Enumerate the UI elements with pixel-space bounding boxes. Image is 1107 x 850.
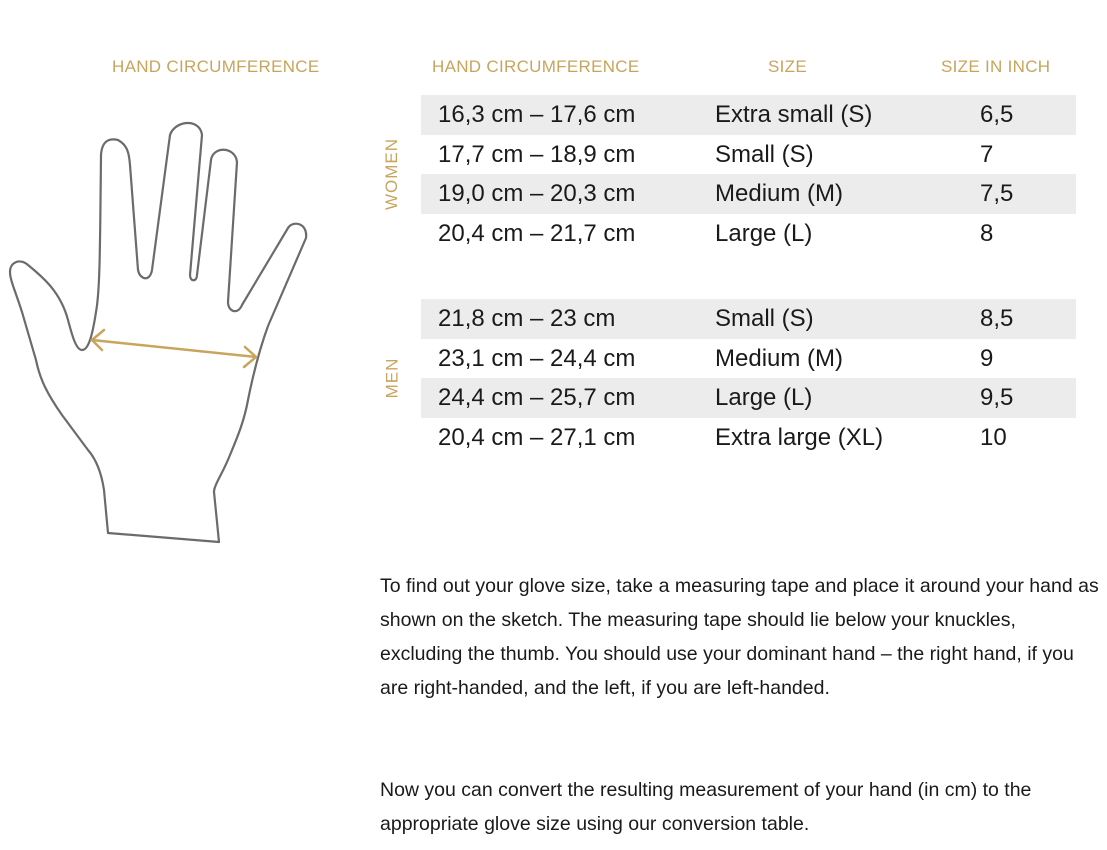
circumference-cell: 20,4 cm – 21,7 cm <box>438 219 636 247</box>
left-header: HAND CIRCUMFERENCE <box>112 57 320 76</box>
inch-cell: 7 <box>980 140 994 168</box>
circumference-cell: 19,0 cm – 20,3 cm <box>438 180 636 207</box>
size-cell: Extra small (S) <box>715 101 873 128</box>
inch-cell: 6,5 <box>980 101 1014 128</box>
circumference-cell: 23,1 cm – 24,4 cm <box>438 344 636 372</box>
hand-sketch-icon <box>0 110 330 560</box>
column-header-size: SIZE <box>768 57 807 76</box>
table-row <box>421 135 1076 175</box>
column-header-inch: SIZE IN INCH <box>941 57 1051 76</box>
table-row <box>421 95 1076 135</box>
inch-cell: 8 <box>980 219 994 247</box>
column-header-circumference: HAND CIRCUMFERENCE <box>432 57 640 76</box>
group-label-women: WOMEN <box>382 137 402 211</box>
circumference-cell: 24,4 cm – 25,7 cm <box>438 384 636 411</box>
measuring-arrow-icon <box>92 330 256 367</box>
table-row <box>421 174 1076 214</box>
inch-cell: 10 <box>980 423 1007 451</box>
circumference-cell: 16,3 cm – 17,6 cm <box>438 101 636 128</box>
inch-cell: 9,5 <box>980 384 1014 411</box>
table-row <box>421 418 1076 458</box>
group-label-men: MEN <box>382 357 401 399</box>
table-row <box>421 214 1076 254</box>
inch-cell: 8,5 <box>980 305 1014 332</box>
size-cell: Large (L) <box>715 219 813 247</box>
instruction-paragraph: To find out your glove size, take a measuring tape and place it around your hand as shown on the sketch. The measuring tape should lie below your knuckles, excluding the thumb. You should use your dominant hand – the right hand, if you are right-handed, and the left, if you are left-handed. <box>380 575 1099 699</box>
size-cell: Extra large (XL) <box>715 423 884 451</box>
circumference-cell: 20,4 cm – 27,1 cm <box>438 423 636 451</box>
table-row <box>421 299 1076 339</box>
size-cell: Medium (M) <box>715 344 844 372</box>
inch-cell: 7,5 <box>980 180 1014 207</box>
circumference-cell: 17,7 cm – 18,9 cm <box>438 140 636 168</box>
conversion-paragraph: Now you can convert the resulting measurement of your hand (in cm) to the appropriate glove size using our conversion table. <box>380 779 1032 835</box>
women-size-table <box>421 95 1076 253</box>
men-size-table <box>421 299 1076 457</box>
table-row <box>421 339 1076 379</box>
size-cell: Small (S) <box>715 305 814 332</box>
circumference-cell: 21,8 cm – 23 cm <box>438 305 616 332</box>
size-cell: Medium (M) <box>715 180 844 207</box>
size-cell: Small (S) <box>715 140 814 168</box>
inch-cell: 9 <box>980 344 994 372</box>
size-cell: Large (L) <box>715 384 813 411</box>
table-row <box>421 378 1076 418</box>
